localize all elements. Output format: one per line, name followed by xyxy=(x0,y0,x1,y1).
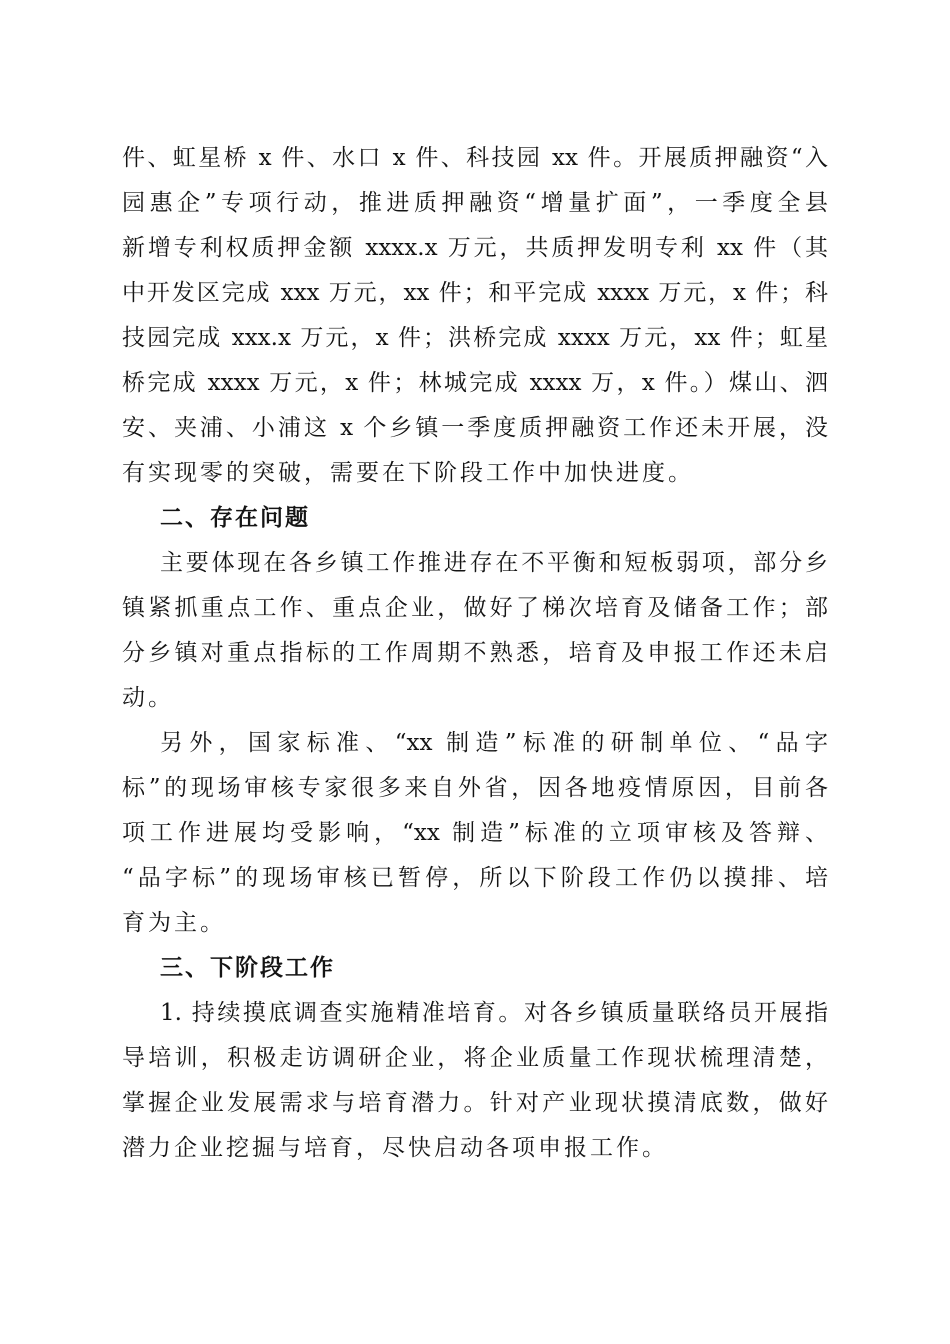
body-line: 有实现零的突破，需要在下阶段工作中加快进度。 xyxy=(122,460,694,486)
body-line: 项工作进展均受影响，“xx 制造”标准的立项审核及答辩、 xyxy=(122,820,828,846)
body-line: 1. 持续摸底调查实施精准培育。对各乡镇质量联络员开展指 xyxy=(160,1000,828,1026)
section-heading: 三、下阶段工作 xyxy=(160,955,335,981)
body-line: 导培训，积极走访调研企业，将企业质量工作现状梳理清楚， xyxy=(122,1045,828,1071)
body-line: 新增专利权质押金额 xxxx.x 万元，共质押发明专利 xx 件（其 xyxy=(122,235,828,261)
body-line: 另外，国家标准、“xx 制造”标准的研制单位、“品字 xyxy=(160,730,828,756)
body-line: 中开发区完成 xxx 万元，xx 件；和平完成 xxxx 万元，x 件；科 xyxy=(122,280,828,306)
body-line: 育为主。 xyxy=(122,910,226,936)
body-line: 标”的现场审核专家很多来自外省，因各地疫情原因，目前各 xyxy=(122,775,828,801)
body-line: 桥完成 xxxx 万元，x 件；林城完成 xxxx 万，x 件。）煤山、泗 xyxy=(122,370,828,396)
body-line: 动。 xyxy=(122,685,174,711)
body-line: “品字标”的现场审核已暂停，所以下阶段工作仍以摸排、培 xyxy=(122,865,828,891)
body-line: 主要体现在各乡镇工作推进存在不平衡和短板弱项，部分乡 xyxy=(160,550,828,576)
body-line: 件、虹星桥 x 件、水口 x 件、科技园 xx 件。开展质押融资“入 xyxy=(122,145,828,171)
section-heading: 二、存在问题 xyxy=(160,505,310,531)
body-line: 掌握企业发展需求与培育潜力。针对产业现状摸清底数，做好 xyxy=(122,1090,828,1116)
body-line: 园惠企”专项行动，推进质押融资“增量扩面”，一季度全县 xyxy=(122,190,828,216)
body-line: 潜力企业挖掘与培育，尽快启动各项申报工作。 xyxy=(122,1135,668,1161)
body-line: 技园完成 xxx.x 万元，x 件；洪桥完成 xxxx 万元，xx 件；虹星 xyxy=(122,325,828,351)
body-line: 分乡镇对重点指标的工作周期不熟悉，培育及申报工作还未启 xyxy=(122,640,828,666)
body-line: 镇紧抓重点工作、重点企业，做好了梯次培育及储备工作；部 xyxy=(122,595,828,621)
body-line: 安、夹浦、小浦这 x 个乡镇一季度质押融资工作还未开展，没 xyxy=(122,415,828,441)
